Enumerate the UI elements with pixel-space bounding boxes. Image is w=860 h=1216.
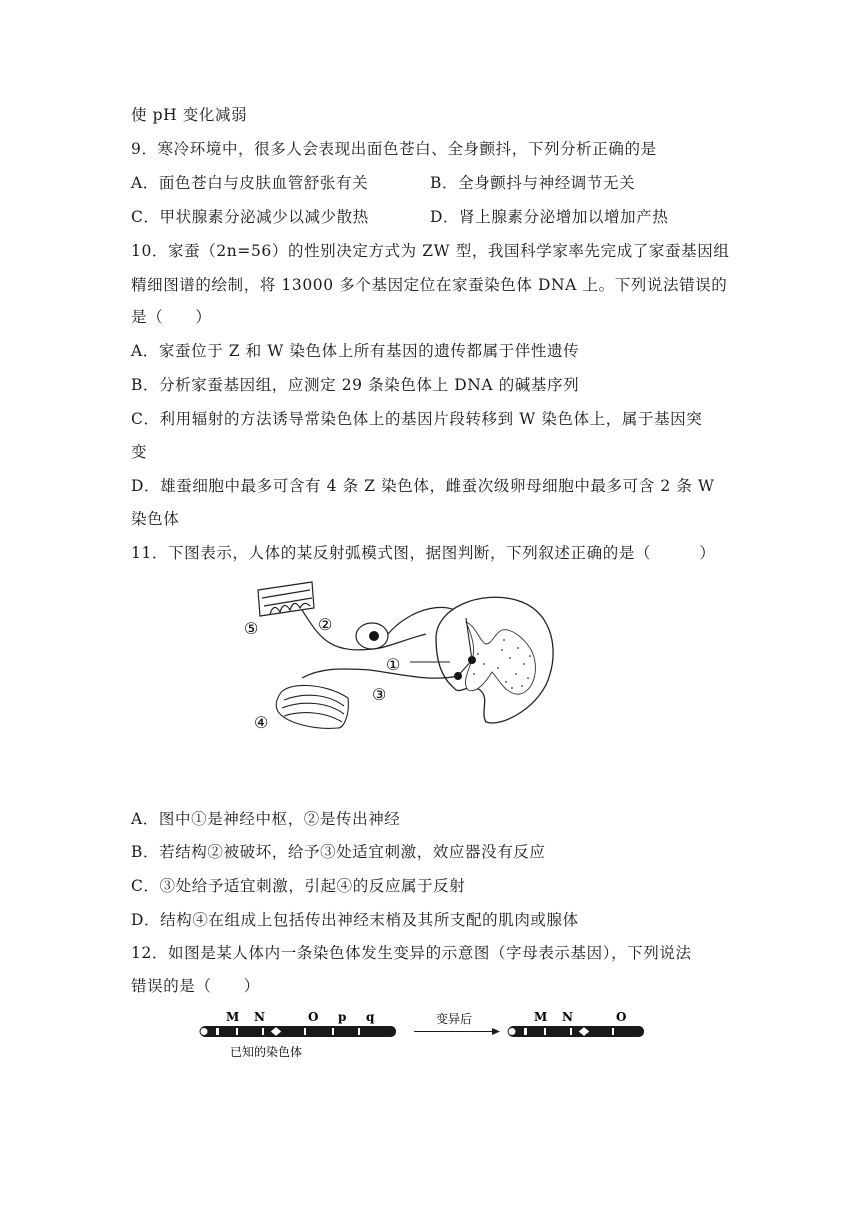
q10-stem: 精细图谱的绘制，将 13000 多个基因定位在家蚕染色体 DNA 上。下列说法错误的 — [131, 276, 728, 294]
q11-stem: 11．下图表示，人体的某反射弧模式图，据图判断，下列叙述正确的是（ ） — [131, 544, 716, 562]
muscle-effector — [276, 685, 348, 728]
gene-label: O — [308, 1010, 319, 1024]
q11-option-c: C．③处给予适宜刺激，引起④的反应属于反射 — [131, 877, 466, 895]
gene-label: N — [254, 1010, 265, 1024]
q10-option-c: C．利用辐射的方法诱导常染色体上的基因片段转移到 W 染色体上，属于基因突 — [131, 410, 703, 428]
original-chromosome — [200, 1026, 396, 1037]
label-5: ⑤ — [244, 619, 259, 638]
reflex-arc-figure — [240, 578, 560, 738]
q9-option-b: B．全身颤抖与神经调节无关 — [430, 174, 636, 192]
q10-option-c: 变 — [131, 443, 148, 461]
label-4: ④ — [254, 713, 269, 732]
arrow — [414, 1028, 500, 1035]
gene-label: q — [366, 1010, 375, 1024]
chromosome-caption: 已知的染色体 — [230, 1045, 303, 1059]
q9-option-d: D．肾上腺素分泌增加以增加产热 — [430, 208, 669, 226]
q11-option-b: B．若结构②被破坏，给予③处适宜刺激，效应器没有反应 — [131, 843, 546, 861]
label-2: ② — [318, 615, 333, 634]
q10-option-d: 染色体 — [131, 510, 180, 528]
q10-stem: 是（ ） — [131, 308, 212, 326]
q10-option-b: B．分析家蚕基因组，应测定 29 条染色体上 DNA 的碱基序列 — [131, 376, 580, 394]
efferent-nerve — [302, 669, 458, 678]
gene-label: N — [562, 1010, 573, 1024]
gene-label: p — [338, 1010, 347, 1024]
q11-option-d: D．结构④在组成上包括传出神经末梢及其所支配的肌肉或腺体 — [131, 911, 579, 929]
arrow-label: 变异后 — [436, 1012, 473, 1026]
chromosome-figure — [192, 1004, 652, 1068]
q9-stem: 9．寒冷环境中，很多人会表现出面色苍白、全身颤抖，下列分析正确的是 — [131, 140, 657, 158]
gene-label: O — [616, 1010, 627, 1024]
q9-option-c: C．甲状腺素分泌减少以减少散热 — [131, 208, 369, 226]
text-line: 使 pH 变化减弱 — [131, 106, 248, 124]
gene-label: M — [534, 1010, 548, 1024]
q12-stem: 12．如图是某人体内一条染色体发生变异的示意图（字母表示基因），下列说法 — [131, 944, 692, 962]
q10-option-a: A．家蚕位于 Z 和 W 染色体上所有基因的遗传都属于伴性遗传 — [131, 342, 580, 360]
mutated-chromosome — [508, 1026, 644, 1037]
gene-label: M — [226, 1010, 240, 1024]
q10-option-d: D．雄蚕细胞中最多可含有 4 条 Z 染色体，雌蚕次级卵母细胞中最多可含 2 条 W — [131, 477, 715, 495]
q11-option-a: A．图中①是神经中枢，②是传出神经 — [131, 810, 401, 828]
skin-receptor — [258, 582, 314, 616]
q9-option-a: A．面色苍白与皮肤血管舒张有关 — [131, 174, 369, 192]
label-1: ① — [386, 655, 401, 674]
q12-stem: 错误的是（ ） — [131, 977, 260, 995]
q10-stem: 10．家蚕（2n=56）的性别决定方式为 ZW 型，我国科学家率先完成了家蚕基因组 — [131, 242, 730, 260]
label-3: ③ — [372, 685, 387, 704]
